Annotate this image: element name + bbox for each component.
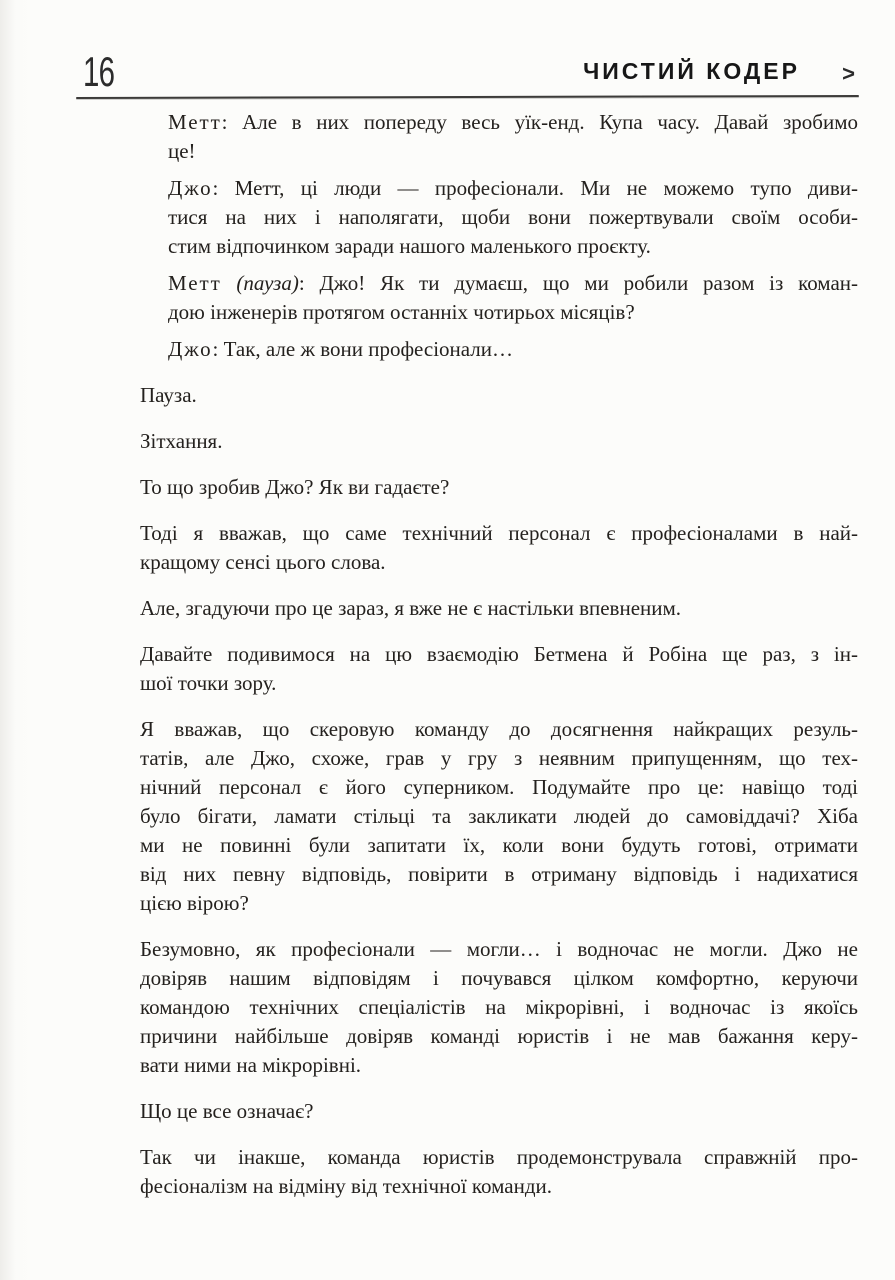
text-run: дою інженерів протягом останніх чотирьох місяців? (168, 300, 635, 324)
body-paragraph (140, 381, 858, 410)
text-line (140, 993, 858, 1022)
text-line (140, 640, 858, 669)
text-run: Безумовно, як професіонали — могли… і водночас не могли. Джо не (140, 937, 858, 961)
text-line (168, 137, 858, 166)
body-paragraph (140, 427, 858, 456)
text-run: цією вірою? (140, 891, 249, 915)
text-line (140, 519, 858, 548)
text-run: командою технічних спеціалістів на мікрорівні, і водночас із якоїсь (140, 995, 858, 1019)
text-line (140, 773, 858, 802)
dialogue-paragraph (168, 335, 858, 364)
text-line (140, 1172, 858, 1201)
stage-direction: (пауза) (236, 271, 299, 295)
text-line (168, 203, 858, 232)
text-run: стим відпочинком заради нашого маленького проєкту. (168, 234, 651, 258)
text-line (140, 715, 858, 744)
text-line (168, 232, 858, 261)
text-line (140, 1143, 858, 1172)
running-head-title: ЧИСТИЙ КОДЕР (583, 58, 800, 84)
text-run: : Метт, ці люди — професіонали. Ми не можемо тупо диви- (212, 176, 858, 200)
body-paragraph (140, 519, 858, 577)
text-line (140, 935, 858, 964)
text-run: від них певну відповідь, повірити в отриману відповідь і надихатися (140, 862, 858, 886)
text-run: Давайте подивимося на цю взаємодію Бетмена й Робіна ще раз, з ін- (140, 642, 858, 666)
text-run: Я вважав, що скеровую команду до досягнення найкращих резуль- (140, 717, 858, 741)
text-run: То що зробив Джо? Як ви гадаєте? (140, 475, 450, 499)
text-line (140, 594, 858, 623)
body-paragraph (140, 640, 858, 698)
text-line (168, 335, 858, 364)
text-line (140, 1022, 858, 1051)
text-run: фесіоналізм на відміну від технічної команди. (140, 1174, 553, 1198)
text-run: вати ними на мікрорівні. (140, 1053, 362, 1077)
text-run: Але, згадуючи про це зараз, я вже не є настільки впевненим. (140, 596, 682, 620)
dialogue-paragraph (168, 108, 858, 166)
text-run: було бігати, ламати стільці та закликати людей до самовіддачі? Хіба (140, 804, 858, 828)
page-number: 16 (83, 48, 115, 95)
body-paragraph (140, 935, 858, 1080)
text-run: : Так, але ж вони професіонали… (212, 337, 514, 361)
text-line (140, 381, 858, 410)
text-line (140, 860, 858, 889)
text-line (168, 174, 858, 203)
text-line (140, 889, 858, 918)
text-line (140, 548, 858, 577)
speaker-name: Джо (168, 176, 213, 200)
text-run: кращому сенсі цього слова. (140, 550, 386, 574)
body-paragraph (140, 715, 858, 918)
text-run: татів, але Джо, схоже, грав у гру з неявним припущенням, що тех- (140, 746, 858, 770)
text-run: це! (168, 139, 196, 163)
text-line (140, 964, 858, 993)
text-run: : Джо! Як ти думаєш, що ми робили разом із коман- (298, 271, 859, 295)
text-run (222, 271, 237, 295)
chevron-right-icon: > (842, 61, 855, 86)
text-line (140, 744, 858, 773)
text-run: нічний персонал є його суперником. Подумайте про це: навіщо тоді (140, 775, 858, 799)
text-line (140, 473, 858, 502)
text-line (140, 1097, 858, 1126)
text-run: Тоді я вважав, що саме технічний персонал є професіоналами в най- (140, 521, 858, 545)
text-run: причини найбільше довіряв команді юристів і не мав бажання керу- (140, 1024, 858, 1048)
text-line (140, 831, 858, 860)
header-rule (76, 95, 859, 99)
dialogue-paragraph (168, 174, 858, 261)
speaker-name: Джо (168, 337, 213, 361)
text-run: тися на них і наполягати, щоби вони пожертвували своїм особи- (168, 205, 858, 229)
body-paragraph (140, 594, 858, 623)
text-line (168, 108, 858, 137)
text-run: Що це все означає? (140, 1099, 314, 1123)
text-line (140, 669, 858, 698)
text-run: Зітхання. (140, 429, 223, 453)
text-line (168, 269, 858, 298)
text-run: довіряв нашим відповідям і почувався цілком комфортно, керуючи (140, 966, 858, 990)
text-run: : Але в них попереду весь уїк-енд. Купа часу. Давай зробимо (221, 110, 858, 134)
dialogue-paragraph (168, 269, 858, 327)
text-run: Так чи інакше, команда юристів продемонструвала справжній про- (140, 1145, 858, 1169)
speaker-name: Метт (168, 271, 222, 295)
text-run: шої точки зору. (140, 671, 277, 695)
text-line (140, 1051, 858, 1080)
body-paragraph (140, 1097, 858, 1126)
page-body-text (140, 108, 858, 1201)
text-line (168, 298, 858, 327)
text-line (140, 802, 858, 831)
text-run: ми не повинні були запитати їх, коли вони будуть готові, отримати (140, 833, 858, 857)
text-run: Пауза. (140, 383, 197, 407)
body-paragraph (140, 1143, 858, 1201)
speaker-name: Метт (168, 110, 222, 134)
text-line (140, 427, 858, 456)
body-paragraph (140, 473, 858, 502)
